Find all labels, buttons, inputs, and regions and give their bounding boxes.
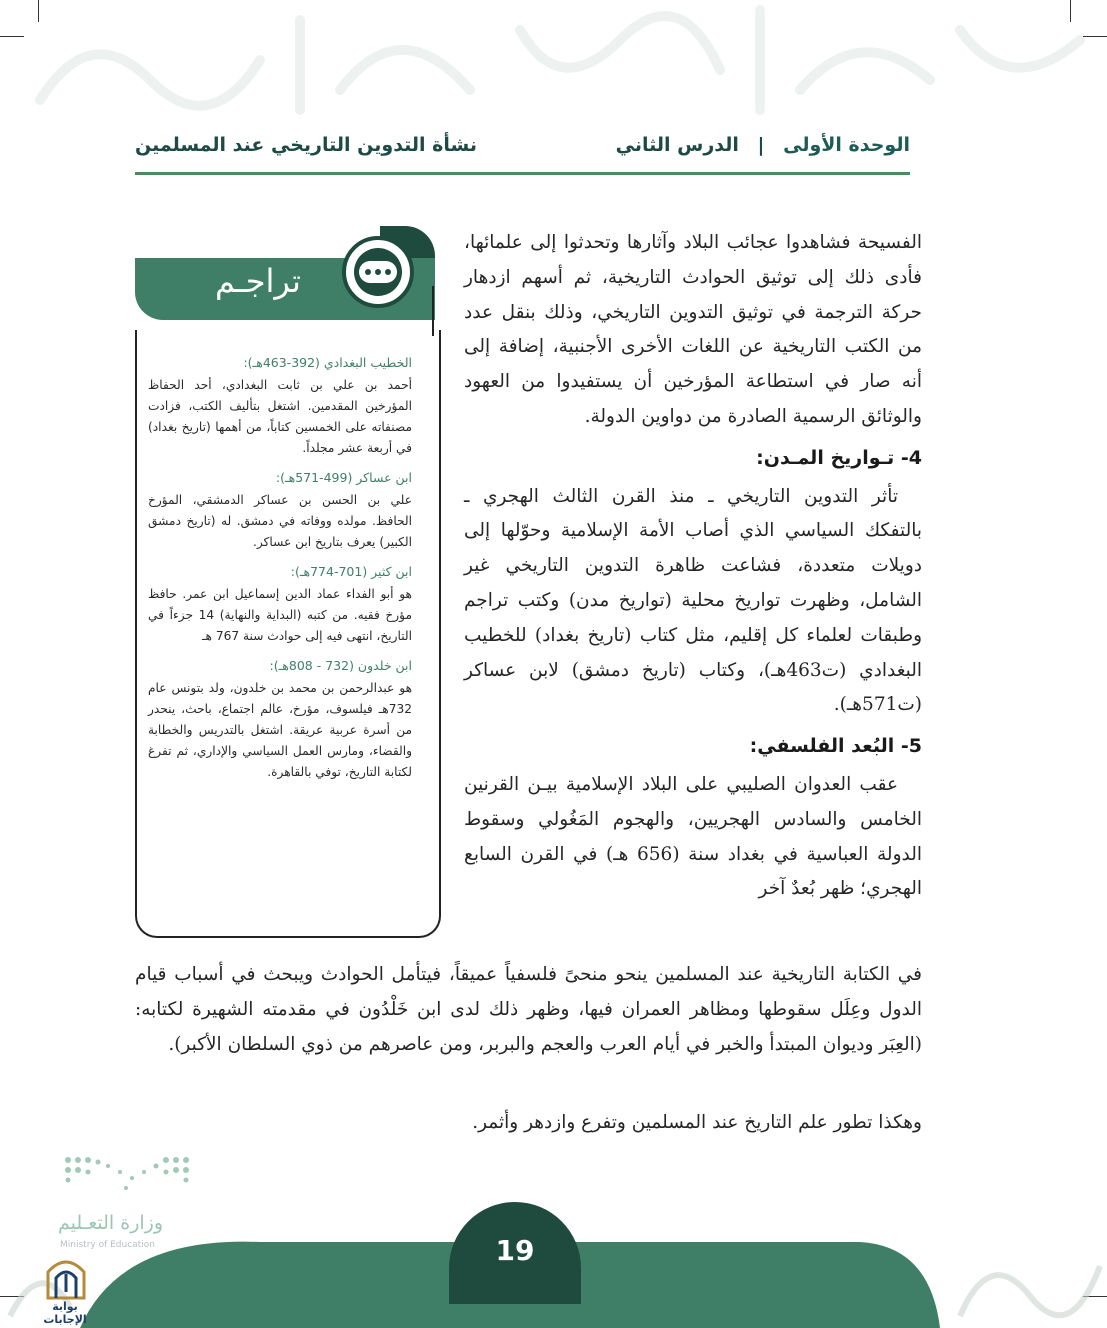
bio-text: علي بن الحسن بن عساكر الدمشقي، المؤرخ الحافظ. مولده ووفاته في دمشق. له (تاريخ دمشق الكبير) يعرف بتاريخ ابن عساكر. <box>148 493 412 549</box>
section-heading: 5- البُعد الفلسفي: <box>749 735 922 758</box>
header-divider <box>135 172 910 175</box>
bio-name: ابن عساكر (499-571هـ): <box>275 470 412 485</box>
calligraphy-watermark <box>0 0 1107 120</box>
page-header <box>135 128 910 168</box>
unit-lesson-label <box>616 134 910 156</box>
paragraph: عقب العدوان الصليبي على البلاد الإسلامية بيـن القرنين الخامس والسادس الهجريين، والهجوم المَغُولي وسقوط الدولة العباسية في بغداد سنة (656 هـ) في القرن السابع الهجري؛ ظهر بُعدٌ آخر <box>464 773 922 900</box>
crop-mark <box>0 36 24 37</box>
paragraph: تأثر التدوين التاريخي ـ منذ القرن الثالث الهجري ـ بالتفكك السياسي الذي أصاب الأمة الإسلامية وحوّلها إلى دويلات متعددة، فشاعت ظاهرة التدوين التاريخي غير الشامل، وظهرت تواريخ محلية (تواريخ مدن) وكتب تراجم وطبقات لعلماء كل إقليم، مثل كتاب (تاريخ بغداد) للخطيب البغدادي (ت463هـ)، وكتاب (تاريخ دمشق) لابن عساكر (ت571هـ). <box>464 485 922 716</box>
closing-sentence: وهكذا تطور علم التاريخ عند المسلمين وتفرع وازدهر وأثمر. <box>472 1112 922 1133</box>
page-number: 19 <box>495 1234 535 1267</box>
portal-logo-icon <box>44 1252 88 1300</box>
main-text-column <box>464 226 922 907</box>
ministry-logo-dots <box>60 1152 200 1202</box>
bio-text: أحمد بن علي بن ثابت البغدادي، أحد الحفاظ المؤرخين المقدمين. اشتغل بتأليف الكتب، فزادت مصنفاته على الخمسين كتاباً، من أهمها (تاريخ بغداد) في أربعة عشر مجلداً. <box>148 378 412 455</box>
sidebar-title: تراجـم <box>215 262 301 300</box>
crop-mark <box>38 0 39 22</box>
chat-bubble-dots <box>359 261 397 283</box>
header-separator: | <box>757 134 765 156</box>
crop-mark <box>1070 0 1071 22</box>
bio-name: الخطيب البغدادي (392-463هـ): <box>243 355 412 370</box>
bio-name: ابن خلدون (732 - 808هـ): <box>269 658 412 673</box>
bio-text: هو عبدالرحمن بن محمد بن خلدون، ولد بتونس عام 732هـ فيلسوف، مؤرخ، عالم اجتماع، باحث، ينحدر من أسرة عربية عريقة. اشتغل بالتدريس والخطابة والقضاء، ومارس العمل السياسي والإداري، ثم تفرغ لكتابة التاريخ، توفي بالقاهرة. <box>148 681 412 779</box>
paragraph: الفسيحة فشاهدوا عجائب البلاد وآثارها وتحدثوا إلى علمائها، فأدى ذلك إلى توثيق الحوادث التاريخية، ثم أسهم ازدهار حركة الترجمة في توثيق التدوين التاريخي، وذلك بنقل عدد من الكتب التاريخية عن اللغات الأخرى الأجنبية، إضافة إلى أنه صار في استطاعة المؤرخين أن يستفيدوا من العهود والوثائق الرسمية الصادرة من دواوين الدولة. <box>464 232 922 427</box>
unit-label: الوحدة الأولى <box>783 134 910 156</box>
section-heading: 4- تـواريخ المـدن: <box>756 446 922 469</box>
ministry-name: وزارة التعـليم <box>58 1212 164 1234</box>
bio-name: ابن كثير (701-774هـ): <box>290 564 412 579</box>
bio-text: هو أبو الفداء عماد الدين إسماعيل ابن عمر. حافظ مؤرخ فقيه. من كتبه (البداية والنهاية) 14 جزءاً في التاريخ، انتهى فيه إلى حوادث سنة 767 هـ <box>148 587 412 643</box>
ministry-name-en: Ministry of Education <box>60 1240 155 1250</box>
sidebar-frame-line <box>432 286 434 336</box>
biographies-list <box>148 352 412 783</box>
crop-mark <box>1083 36 1107 37</box>
paragraph: في الكتابة التاريخية عند المسلمين ينحو منحىً فلسفياً عميقاً، فيتأمل الحوادث ويبحث في أسباب قيام الدول وعِلَل سقوطها ومظاهر العمران فيها، وظهر ذلك لدى ابن خَلْدُون في مقدمته الشهيرة لكتابه: (العِبَر وديوان المبتدأ والخبر في أيام العرب والعجم والبربر، ومن عاصرهم من ذوي السلطان الأكبر). <box>135 964 922 1055</box>
lesson-label: الدرس الثاني <box>615 134 739 156</box>
topic-title: نشأة التدوين التاريخي عند المسلمين <box>135 134 477 156</box>
portal-label: بوابة الإجابات <box>43 1300 87 1326</box>
